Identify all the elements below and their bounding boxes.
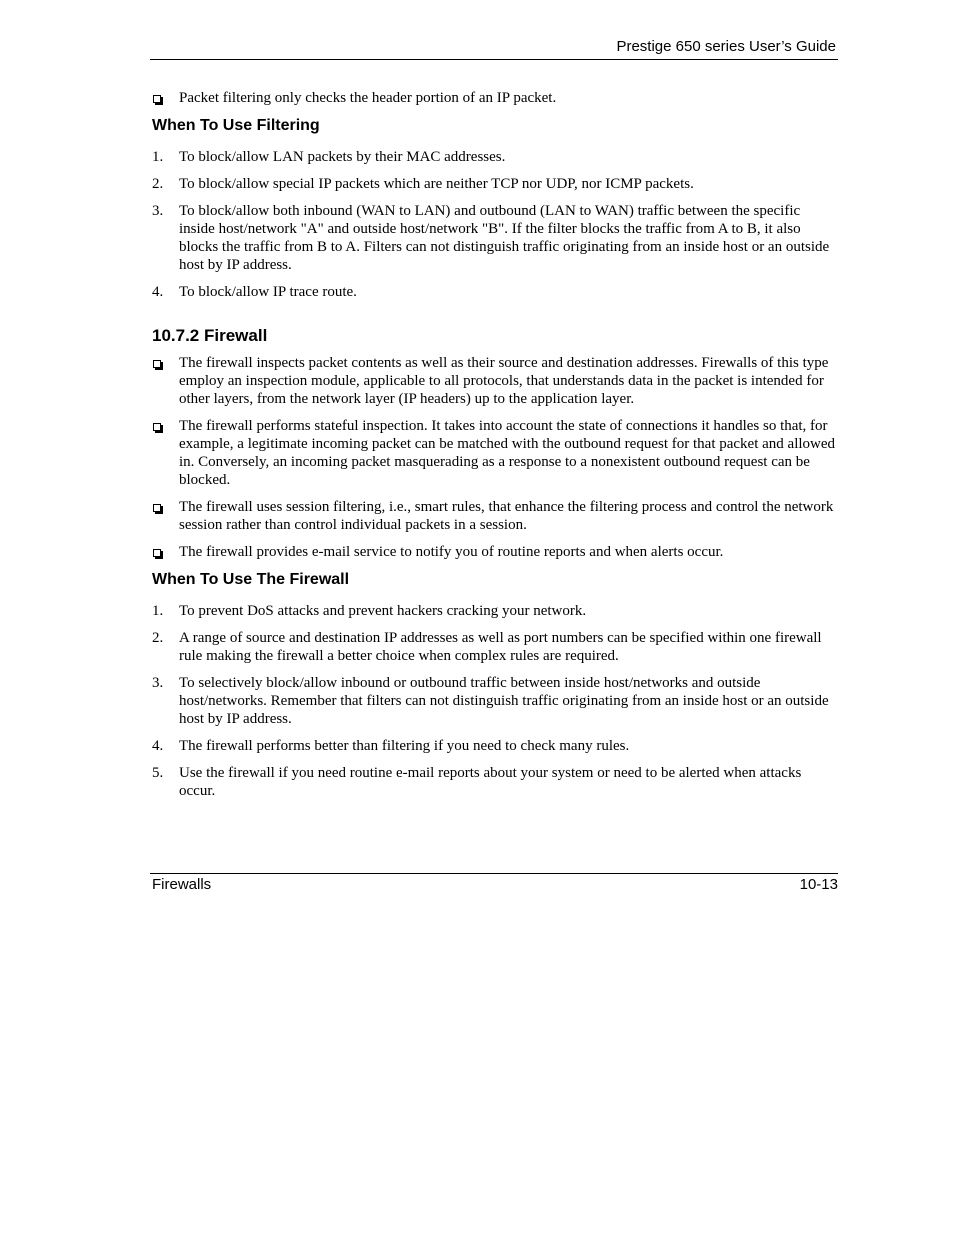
- page-header: [150, 37, 838, 60]
- list-number: 1.: [152, 603, 164, 619]
- section-title: 10.7.2 Firewall: [152, 326, 268, 345]
- list-item: [152, 602, 838, 620]
- list-item-text: To selectively block/allow inbound or outbound traffic between inside host/networks and outside host/networks. Remember that filters can not distinguish traffic originating from an inside host or an outside host by IP address.: [179, 675, 829, 727]
- list-item: [152, 175, 838, 193]
- list-item-text: Use the firewall if you need routine e-mail reports about your system or need to be alerted when attacks occur.: [179, 765, 802, 799]
- list-item-text: To prevent DoS attacks and prevent hackers cracking your network.: [179, 603, 587, 619]
- bullet-text: The firewall inspects packet contents as well as their source and destination addresses. Firewalls of this type employ an inspection module, applicable to all protocols, that understands data in the packet is intended for other layers, from the network layer (IP headers) up to the application layer.: [179, 355, 829, 407]
- page-content: [152, 89, 838, 809]
- list-item-text: To block/allow LAN packets by their MAC addresses.: [179, 149, 506, 165]
- list-number: 3.: [152, 203, 164, 219]
- checkbox-bullet-icon: [153, 423, 161, 431]
- list-item: [152, 202, 838, 274]
- list-number: 4.: [152, 738, 164, 754]
- when-to-use-filtering-heading: When To Use Filtering: [152, 117, 320, 134]
- footer-chapter: Firewalls: [152, 876, 212, 893]
- list-item-text: A range of source and destination IP addresses as well as port numbers can be specified within one firewall rule making the firewall a better choice when complex rules are required.: [179, 630, 822, 664]
- list-number: 2.: [152, 630, 164, 646]
- firewall-bullet: [152, 543, 838, 561]
- page-footer: [150, 873, 838, 893]
- checkbox-bullet-icon: [153, 360, 161, 368]
- list-number: 2.: [152, 176, 164, 192]
- list-item: [152, 629, 838, 665]
- page-number: 10-13: [799, 876, 838, 893]
- firewall-bullet: [152, 417, 838, 489]
- list-item-text: To block/allow both inbound (WAN to LAN) and outbound (LAN to WAN) traffic between the specific inside host/network "A" and outside host/network "B". If the filter blocks the traffic from A to B, it also blocks the traffic from B to A. Filters can not distinguish traffic originating from an inside host or an outside host by IP address.: [179, 203, 830, 273]
- list-number: 3.: [152, 675, 164, 691]
- when-to-use-firewall-heading: When To Use The Firewall: [152, 571, 350, 588]
- bullet-text: Packet filtering only checks the header portion of an IP packet.: [179, 90, 557, 106]
- list-item: [152, 674, 838, 728]
- list-item: [152, 764, 838, 800]
- bullet-text: The firewall performs stateful inspection. It takes into account the state of connections it handles so that, for example, a legitimate incoming packet can be matched with the outbound request for that packet and allowed in. Conversely, an incoming packet masquerading as a response to a nonexistent outbound request can be blocked.: [179, 418, 836, 488]
- intro-bullet: [152, 89, 838, 107]
- list-number: 4.: [152, 284, 164, 300]
- list-item: [152, 283, 838, 301]
- list-number: 5.: [152, 765, 164, 781]
- list-item: [152, 737, 838, 755]
- firewall-bullet: [152, 498, 838, 534]
- firewall-bullet: [152, 354, 838, 408]
- document-title: Prestige 650 series User’s Guide: [616, 38, 836, 55]
- list-item-text: To block/allow IP trace route.: [179, 284, 357, 300]
- list-number: 1.: [152, 149, 164, 165]
- bullet-text: The firewall uses session filtering, i.e., smart rules, that enhance the filtering process and control the network session rather than control individual packets in a session.: [179, 499, 834, 533]
- list-item-text: To block/allow special IP packets which are neither TCP nor UDP, nor ICMP packets.: [179, 176, 694, 192]
- bullet-text: The firewall provides e-mail service to notify you of routine reports and when alerts occur.: [179, 544, 724, 560]
- checkbox-bullet-icon: [153, 504, 161, 512]
- checkbox-bullet-icon: [153, 95, 161, 103]
- list-item: [152, 148, 838, 166]
- checkbox-bullet-icon: [153, 549, 161, 557]
- list-item-text: The firewall performs better than filtering if you need to check many rules.: [179, 738, 630, 754]
